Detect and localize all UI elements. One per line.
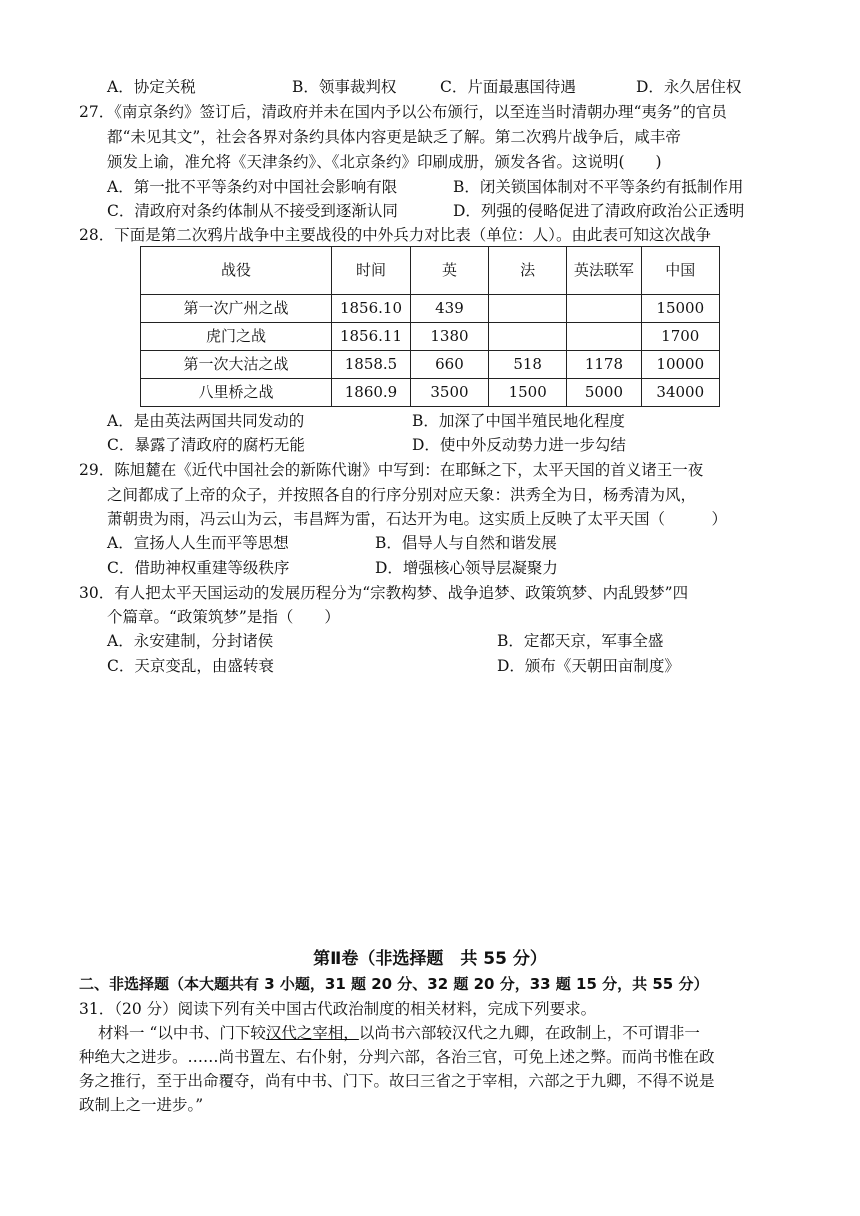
- q27-option-a: A．第一批不平等条约对中国社会影响有限: [107, 178, 398, 196]
- table-cell: [489, 323, 567, 351]
- table-cell: 3500: [410, 379, 488, 407]
- material1-continuation: 以尚书六部较汉代之九卿，在政制上，不可谓非一: [358, 1024, 700, 1042]
- table-cell: [489, 295, 567, 323]
- q27-stem-line2: 都“未见其文”，社会各界对条约具体内容更是缺乏了解。第二次鸦片战争后，咸丰帝: [107, 128, 681, 146]
- q29-stem-line3: 萧朝贵为雨，冯云山为云，韦昌辉为雷，石达开为电。这实质上反映了太平天国（ ）: [107, 510, 728, 528]
- table-cell: 第一次大沽之战: [141, 351, 332, 379]
- q29-option-b: B．倡导人与自然和谐发展: [375, 534, 557, 552]
- q30-option-a: A．永安建制，分封诸侯: [107, 632, 274, 650]
- q28-option-a: A．是由英法两国共同发动的: [107, 412, 305, 430]
- table-cell: 5000: [567, 379, 641, 407]
- table-cell: 518: [489, 351, 567, 379]
- q30-stem-line2: 个篇章。“政策筑梦”是指（ ）: [107, 608, 340, 626]
- q29-stem-line1: 29．陈旭麓在《近代中国社会的新陈代谢》中写到：在耶稣之下，太平天国的首义诸王一夜: [79, 461, 704, 479]
- part2-title: 第Ⅱ卷（非选择题 共 55 分）: [313, 949, 547, 969]
- table-header-cell: 中国: [641, 247, 719, 295]
- q27-option-d: D．列强的侵略促进了清政府政治公正透明: [453, 202, 745, 220]
- q26-option-d: D．永久居住权: [636, 78, 742, 96]
- table-row: [141, 323, 720, 351]
- table-header-cell: 时间: [332, 247, 411, 295]
- table-row: [141, 379, 720, 407]
- q27-option-c: C．清政府对条约体制从不接受到逐渐认同: [107, 202, 398, 220]
- table-cell: 660: [410, 351, 488, 379]
- table-cell: 1860.9: [332, 379, 411, 407]
- table-header-cell: 英法联军: [567, 247, 641, 295]
- q30-option-c: C．天京变乱，由盛转衰: [107, 657, 274, 675]
- q27-stem-line3: 颁发上谕，准允将《天津条约》、《北京条约》印刷成册，颁发各省。这说明( ): [107, 153, 662, 171]
- q30-option-d: D．颁布《天朝田亩制度》: [497, 657, 680, 675]
- q29-option-c: C．借助神权重建等级秩序: [107, 559, 290, 577]
- material1-lead-text: 材料一 “以中书、门下较: [98, 1024, 266, 1042]
- table-cell: 虎门之战: [141, 323, 332, 351]
- q28-option-d: D．使中外反动势力进一步勾结: [412, 436, 626, 454]
- part2-subtitle: 二、非选择题（本大题共有 3 小题，31 题 20 分、32 题 20 分，33 题 15 分，共 55 分）: [79, 975, 709, 993]
- q27-stem-line1: 27．《南京条约》签订后，清政府并未在国内予以公布颁行，以至连当时清朝办理“夷务”的官员: [79, 103, 727, 121]
- table-cell: 15000: [641, 295, 719, 323]
- table-cell: 439: [410, 295, 488, 323]
- table-cell: 第一次广州之战: [141, 295, 332, 323]
- q29-option-a: A．宣扬人人生而平等思想: [107, 534, 289, 552]
- q30-stem-line1: 30．有人把太平天国运动的发展历程分为“宗教构梦、战争追梦、政策筑梦、内乱毁梦”四: [79, 584, 689, 602]
- table-cell: [567, 323, 641, 351]
- q28-option-c: C．暴露了清政府的腐朽无能: [107, 436, 305, 454]
- q31-material1-line1: [98, 1022, 700, 1044]
- q31-material1-line2: 种绝大之进步。……尚书置左、右仆射，分判六部，各治三官，可免上述之弊。而尚书惟在政: [79, 1048, 715, 1066]
- q28-option-b: B．加深了中国半殖民地化程度: [412, 412, 625, 430]
- q29-option-d: D．增强核心领导层凝聚力: [375, 559, 558, 577]
- underlined-phrase: 汉代之宰相，: [265, 1024, 359, 1042]
- table-cell: 1380: [410, 323, 488, 351]
- q31-stem-line1: 31．（20 分）阅读下列有关中国古代政治制度的相关材料，完成下列要求。: [79, 1000, 597, 1018]
- table-row: [141, 295, 720, 323]
- table-cell: 1856.11: [332, 323, 411, 351]
- table-cell: [567, 295, 641, 323]
- q27-option-b: B．闭关锁国体制对不平等条约有抵制作用: [453, 178, 744, 196]
- table-cell: 1700: [641, 323, 719, 351]
- q26-option-a: A．协定关税: [107, 78, 196, 96]
- table-cell: 1178: [567, 351, 641, 379]
- table-cell: 10000: [641, 351, 719, 379]
- q31-material1-line4: 政制上之一进步。”: [79, 1096, 204, 1114]
- table-header-cell: 战役: [141, 247, 332, 295]
- forces-comparison-table: [140, 246, 720, 407]
- q28-stem-line1: 28．下面是第二次鸦片战争中主要战役的中外兵力对比表（单位：人）。由此表可知这次战争: [79, 226, 711, 244]
- table-row: [141, 351, 720, 379]
- q30-option-b: B．定都天京，军事全盛: [497, 632, 664, 650]
- table-cell: 1858.5: [332, 351, 411, 379]
- q29-stem-line2: 之间都成了上帝的众子，并按照各自的行序分别对应天象：洪秀全为日，杨秀清为风，: [107, 486, 697, 504]
- table-cell: 八里桥之战: [141, 379, 332, 407]
- table-cell: 1856.10: [332, 295, 411, 323]
- table-header-row: [141, 247, 720, 295]
- q31-material1-line3: 务之推行，至于出命覆夺，尚有中书、门下。故曰三省之于宰相，六部之于九卿，不得不说是: [79, 1072, 715, 1090]
- table-header-cell: 法: [489, 247, 567, 295]
- table-cell: 34000: [641, 379, 719, 407]
- q26-option-c: C．片面最惠国待遇: [440, 78, 576, 96]
- q26-option-b: B．领事裁判权: [292, 78, 397, 96]
- table-cell: 1500: [489, 379, 567, 407]
- table-header-cell: 英: [410, 247, 488, 295]
